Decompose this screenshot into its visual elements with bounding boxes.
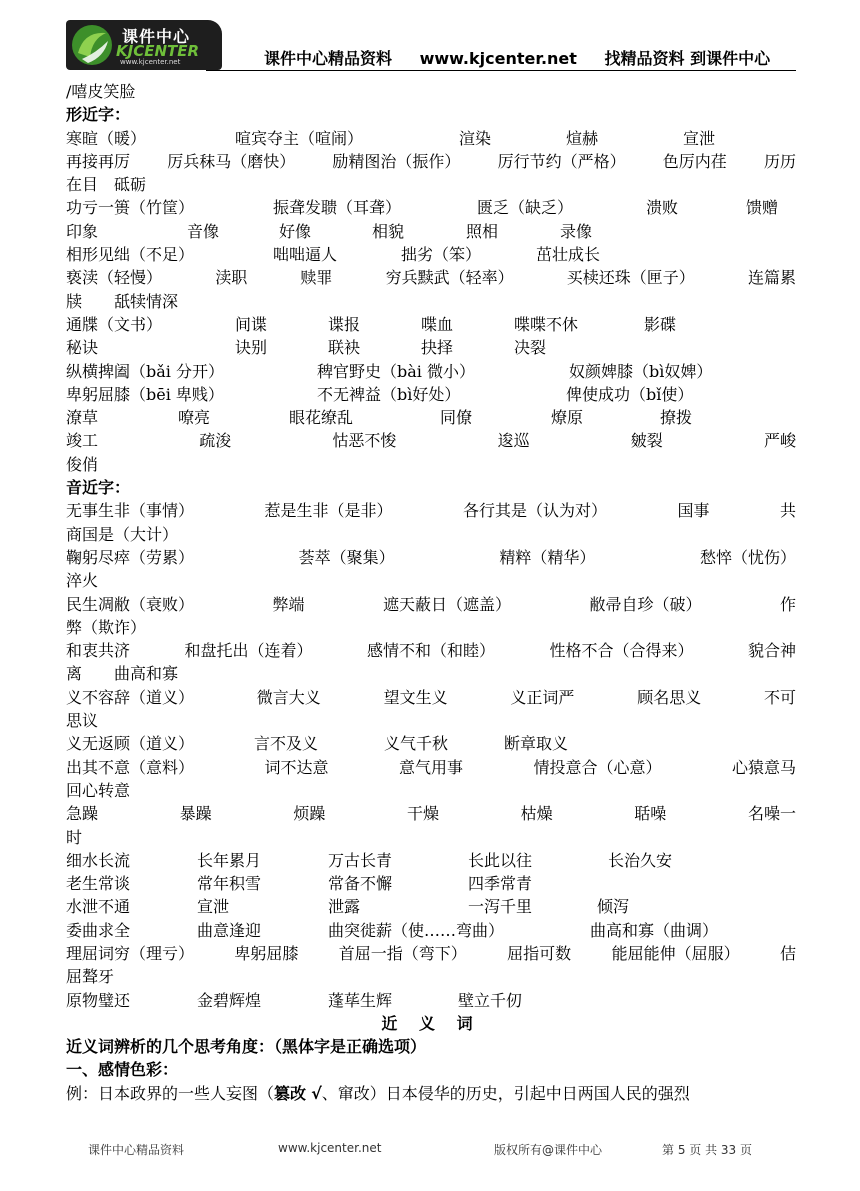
word-item: 感情不和（和睦） <box>366 641 495 661</box>
word-item: 馈赠 <box>746 198 779 218</box>
word-row <box>66 756 796 779</box>
example-correct-answer: 篡改 <box>274 1083 307 1103</box>
word-row <box>66 196 796 219</box>
example-text-pre: 例：日本政界的一些人妄图（ <box>66 1083 275 1103</box>
word-item: 好像 <box>279 221 312 241</box>
section-heading-similar-sound: 音近字： <box>66 478 131 498</box>
word-item: 倾泻 <box>597 897 630 917</box>
footer-url-link[interactable]: www.kjcenter.net <box>278 1141 382 1155</box>
word-item: 情投意合（心意） <box>533 757 662 777</box>
word-item: 义无返顾（道义） <box>66 734 195 754</box>
word-item: 厉行节约（严格） <box>497 151 626 171</box>
word-row <box>66 942 796 965</box>
word-item: 遮天蔽日（遮盖） <box>382 594 511 614</box>
page-number: 第 5 页 共 33 页 <box>662 1143 752 1157</box>
header-left-text: 课件中心精品资料 <box>264 49 393 68</box>
word-item: 振聋发聩（耳聋） <box>273 198 402 218</box>
word-item: 聒噪 <box>634 804 667 824</box>
word-item: 惹是生非（是非） <box>264 501 393 521</box>
word-item: 屈指可数 <box>507 943 572 963</box>
section-heading-similar-shape: 形近字： <box>66 105 131 125</box>
word-row <box>66 243 796 266</box>
word-item: 理屈词穷（理亏） <box>66 943 195 963</box>
word-item: 喋血 <box>421 314 454 334</box>
word-row <box>66 639 796 662</box>
word-item: 一泻千里 <box>468 897 533 917</box>
word-item: 录像 <box>560 221 593 241</box>
word-item: 连篇累 <box>747 268 796 288</box>
text-line: 淬火 <box>66 571 99 591</box>
word-item: 谍报 <box>328 314 361 334</box>
word-item: 能屈能伸（屈服） <box>611 943 740 963</box>
word-row <box>66 546 796 569</box>
word-row <box>66 872 796 895</box>
word-item: 嘹亮 <box>178 408 211 428</box>
word-item: 泄露 <box>328 897 361 917</box>
word-row <box>66 336 796 359</box>
word-item: 常备不懈 <box>328 874 393 894</box>
word-item: 宣泄 <box>683 128 716 148</box>
word-item: 励精图治（振作） <box>332 151 461 171</box>
header-divider <box>206 70 796 71</box>
word-item: 间谍 <box>235 314 268 334</box>
text-line: /嘻皮笑脸 <box>66 82 136 101</box>
word-item: 不可 <box>763 687 796 707</box>
word-item: 同僚 <box>440 408 473 428</box>
word-item: 荟萃（聚集） <box>298 547 395 567</box>
footer-copyright: 版权所有@课件中心 <box>494 1143 603 1157</box>
word-item: 义正词严 <box>510 687 575 707</box>
word-item: 委曲求全 <box>66 920 131 940</box>
word-item: 鞠躬尽瘁（劳累） <box>66 547 195 567</box>
word-item: 枯燥 <box>520 804 553 824</box>
kjcenter-logo <box>66 20 222 70</box>
word-item: 决裂 <box>514 338 547 358</box>
word-item: 喧宾夺主（喧闹） <box>235 128 364 148</box>
word-item: 咄咄逼人 <box>273 245 338 265</box>
word-item: 长此以往 <box>468 850 533 870</box>
word-item: 性格不合（合得来） <box>549 641 694 661</box>
word-item: 喋喋不休 <box>514 314 579 334</box>
word-item: 卑躬屈膝 <box>234 943 299 963</box>
word-item: 首屈一指（弯下） <box>338 943 467 963</box>
word-item: 弊端 <box>272 594 305 614</box>
word-row <box>66 732 796 755</box>
word-item: 老生常谈 <box>66 874 131 894</box>
word-row <box>66 313 796 336</box>
word-row <box>66 895 796 918</box>
logo-english-text: KJCENTER <box>116 42 200 60</box>
text-line: 屈聱牙 <box>66 967 115 987</box>
word-item: 急躁 <box>66 804 99 824</box>
word-item: 逡巡 <box>497 431 530 451</box>
word-item: 寒暄（暖） <box>66 128 147 148</box>
word-item: 义气千秋 <box>384 734 449 754</box>
word-item: 煊赫 <box>566 128 599 148</box>
word-item: 共 <box>779 501 796 521</box>
word-item: 佶 <box>779 943 796 963</box>
word-item: 联袂 <box>328 338 361 358</box>
word-item: 通牒（文书） <box>66 314 163 334</box>
word-item: 眼花缭乱 <box>289 408 354 428</box>
word-row <box>66 220 796 243</box>
word-item: 暴躁 <box>179 804 212 824</box>
word-item: 历历 <box>763 151 796 171</box>
word-item: 潦草 <box>66 408 99 428</box>
document-body <box>66 80 796 1105</box>
text-line: 商国是（大计） <box>66 524 179 544</box>
word-item: 诀别 <box>235 338 268 358</box>
header-url-link[interactable]: www.kjcenter.net <box>419 49 577 68</box>
word-item: 卑躬屈膝（bēi 卑贱） <box>66 384 224 404</box>
word-item: 义不容辞（道义） <box>66 687 195 707</box>
word-item: 四季常青 <box>468 874 533 894</box>
word-row <box>66 593 796 616</box>
header-slogan <box>264 46 792 69</box>
word-row <box>66 360 796 383</box>
word-row <box>66 686 796 709</box>
word-item: 民生凋敝（衰败） <box>66 594 195 614</box>
word-item: 相形见绌（不足） <box>66 245 195 265</box>
logo-url-text: www.kjcenter.net <box>120 58 181 66</box>
word-item: 音像 <box>187 221 220 241</box>
word-item: 稗官野史（bài 微小） <box>317 361 475 381</box>
word-item: 曲突徙薪（使……弯曲） <box>328 920 505 940</box>
word-item: 长治久安 <box>608 850 673 870</box>
word-item: 心猿意马 <box>731 757 796 777</box>
word-row <box>66 150 796 173</box>
word-item: 常年积雪 <box>197 874 262 894</box>
word-item: 照相 <box>466 221 499 241</box>
word-item: 原物璧还 <box>66 990 131 1010</box>
word-item: 皴裂 <box>630 431 663 451</box>
word-row <box>66 989 796 1012</box>
word-item: 干燥 <box>406 804 439 824</box>
logo-chinese-text: 课件中心 <box>122 27 191 46</box>
word-item: 渲染 <box>459 128 492 148</box>
word-item: 精粹（精华） <box>499 547 596 567</box>
word-item: 影碟 <box>644 314 677 334</box>
word-item: 壁立千仞 <box>458 990 523 1010</box>
text-line: 牍 舐犊情深 <box>66 291 179 311</box>
word-item: 再接再厉 <box>66 151 131 171</box>
swirl-logo-icon <box>70 23 114 67</box>
word-row <box>66 499 796 522</box>
word-row <box>66 383 796 406</box>
text-line: 离 曲高和寡 <box>66 664 179 684</box>
word-item: 言不及义 <box>254 734 319 754</box>
word-item: 相貌 <box>372 221 405 241</box>
text-line: 回心转意 <box>66 780 131 800</box>
word-item: 出其不意（意料） <box>66 757 195 777</box>
text-line: 弊（欺诈） <box>66 617 147 637</box>
header-right-text: 找精品资料 到课件中心 <box>604 49 771 68</box>
text-line: 俊俏 <box>66 454 99 474</box>
word-item: 烦躁 <box>293 804 326 824</box>
word-item: 色厉内荏 <box>662 151 727 171</box>
word-item: 名噪一 <box>747 804 796 824</box>
word-item: 渎职 <box>215 268 248 288</box>
text-line: 时 <box>66 827 83 847</box>
example-sentence <box>66 1082 796 1105</box>
word-row <box>66 802 796 825</box>
example-text-post: 、窜改）日本侵华的历史，引起中日两国人民的强烈 <box>321 1083 690 1103</box>
word-item: 断章取义 <box>504 734 569 754</box>
word-item: 貌合神 <box>747 641 796 661</box>
word-item: 敝帚自珍（破） <box>589 594 702 614</box>
word-item: 怙恶不悛 <box>332 431 397 451</box>
word-row <box>66 919 796 942</box>
text-line: 思议 <box>66 711 99 731</box>
word-item: 愁悴（忧伤） <box>699 547 796 567</box>
page-header <box>66 20 796 72</box>
word-item: 穷兵黩武（轻率） <box>385 268 514 288</box>
word-item: 竣工 <box>66 431 99 451</box>
word-item: 厉兵秣马（磨快） <box>167 151 296 171</box>
word-item: 和衷共济 <box>66 641 131 661</box>
subheading-analysis: 近义词辨析的几个思考角度：（黑体字是正确选项） <box>66 1037 427 1057</box>
word-item: 国事 <box>677 501 710 521</box>
check-mark-icon: √ <box>311 1083 322 1103</box>
word-item: 和盘托出（连着） <box>184 641 313 661</box>
word-item: 燎原 <box>551 408 584 428</box>
word-item: 秘诀 <box>66 338 99 358</box>
word-row <box>66 849 796 872</box>
word-item: 奴颜婢膝（bì奴婢） <box>569 361 713 381</box>
word-item: 疏浚 <box>199 431 232 451</box>
word-item: 茁壮成长 <box>536 245 601 265</box>
word-item: 意气用事 <box>398 757 463 777</box>
word-item: 细水长流 <box>66 850 131 870</box>
word-item: 亵渎（轻慢） <box>66 268 163 288</box>
word-item: 作 <box>779 594 796 614</box>
word-item: 纵横捭阖（bǎi 分开） <box>66 361 224 381</box>
word-row <box>66 406 796 429</box>
word-item: 万古长青 <box>328 850 393 870</box>
word-item: 功亏一篑（竹筐） <box>66 198 195 218</box>
word-item: 水泄不通 <box>66 897 131 917</box>
word-item: 抉择 <box>421 338 454 358</box>
word-item: 微言大义 <box>256 687 321 707</box>
word-item: 各行其是（认为对） <box>462 501 607 521</box>
text-line: 在目 砥砺 <box>66 175 147 195</box>
word-item: 撩拨 <box>660 408 693 428</box>
word-item: 蓬荜生辉 <box>328 990 393 1010</box>
word-item: 顾名思义 <box>637 687 702 707</box>
section-title-synonyms: 近 义 词 <box>381 1013 481 1033</box>
word-item: 赎罪 <box>300 268 333 288</box>
word-item: 不无裨益（bì好处） <box>317 384 461 404</box>
word-row <box>66 127 796 150</box>
word-item: 拙劣（笨） <box>401 245 482 265</box>
word-item: 严峻 <box>763 431 796 451</box>
word-item: 金碧辉煌 <box>197 990 262 1010</box>
word-item: 溃败 <box>646 198 679 218</box>
word-item: 匮乏（缺乏） <box>477 198 574 218</box>
word-item: 词不达意 <box>264 757 329 777</box>
word-item: 印象 <box>66 221 99 241</box>
word-item: 曲意逢迎 <box>197 920 262 940</box>
word-item: 俾使成功（bǐ使） <box>566 384 694 404</box>
word-item: 宣泄 <box>197 897 230 917</box>
word-item: 无事生非（事情） <box>66 501 195 521</box>
word-item: 买椟还珠（匣子） <box>566 268 695 288</box>
word-row <box>66 266 796 289</box>
word-item: 长年累月 <box>197 850 262 870</box>
footer-left-text: 课件中心精品资料 <box>88 1143 185 1157</box>
word-item: 曲高和寡（曲调） <box>590 920 719 940</box>
word-item: 望文生义 <box>383 687 448 707</box>
word-row <box>66 429 796 452</box>
subheading-emotion: 一、感情色彩： <box>66 1060 179 1080</box>
